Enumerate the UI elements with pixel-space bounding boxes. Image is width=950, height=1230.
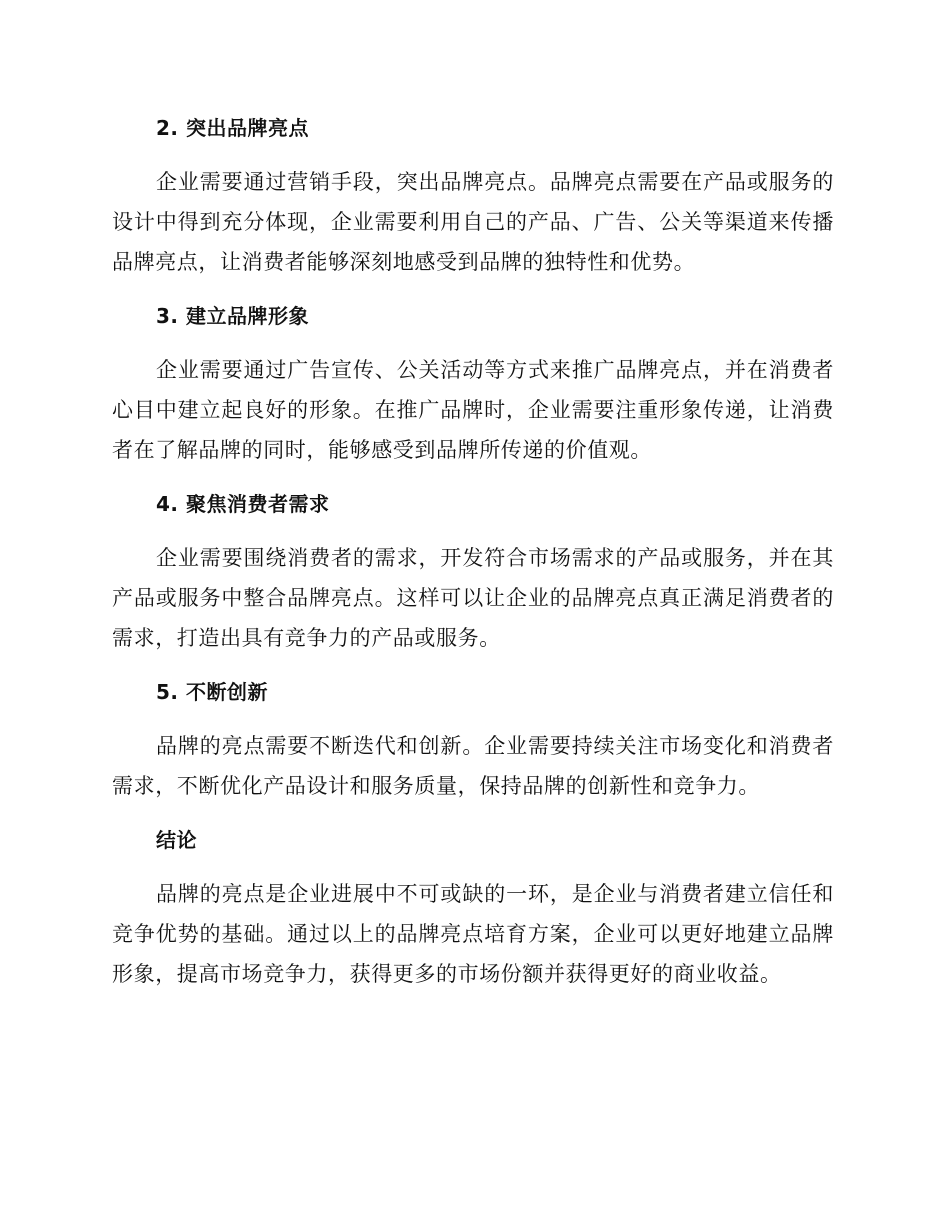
section-heading: 2. 突出品牌亮点 bbox=[156, 116, 309, 140]
document-body bbox=[112, 108, 834, 1008]
section-heading: 结论 bbox=[156, 828, 197, 852]
section-paragraph: 企业需要通过广告宣传、公关活动等方式来推广品牌亮点，并在消费者心目中建立起良好的形象。在推广品牌时，企业需要注重形象传递，让消费者在了解品牌的同时，能够感受到品牌所传递的价值观。 bbox=[112, 358, 834, 462]
section-heading: 3. 建立品牌形象 bbox=[156, 304, 309, 328]
section-heading: 4. 聚焦消费者需求 bbox=[156, 492, 330, 516]
section-paragraph: 品牌的亮点是企业进展中不可或缺的一环，是企业与消费者建立信任和竞争优势的基础。通过以上的品牌亮点培育方案，企业可以更好地建立品牌形象，提高市场竞争力，获得更多的市场份额并获得更好的商业收益。 bbox=[112, 882, 834, 986]
section-continuous-innovation bbox=[112, 672, 834, 806]
section-paragraph: 企业需要围绕消费者的需求，开发符合市场需求的产品或服务，并在其产品或服务中整合品牌亮点。这样可以让企业的品牌亮点真正满足消费者的需求，打造出具有竞争力的产品或服务。 bbox=[112, 546, 834, 650]
section-paragraph: 品牌的亮点需要不断迭代和创新。企业需要持续关注市场变化和消费者需求，不断优化产品设计和服务质量，保持品牌的创新性和竞争力。 bbox=[112, 734, 834, 798]
section-consumer-needs bbox=[112, 484, 834, 658]
section-highlight-brand bbox=[112, 108, 834, 282]
section-paragraph: 企业需要通过营销手段，突出品牌亮点。品牌亮点需要在产品或服务的设计中得到充分体现，企业需要利用自己的产品、广告、公关等渠道来传播品牌亮点，让消费者能够深刻地感受到品牌的独特性和优势。 bbox=[112, 170, 834, 274]
section-conclusion bbox=[112, 820, 834, 994]
section-build-brand-image bbox=[112, 296, 834, 470]
section-heading: 5. 不断创新 bbox=[156, 680, 268, 704]
